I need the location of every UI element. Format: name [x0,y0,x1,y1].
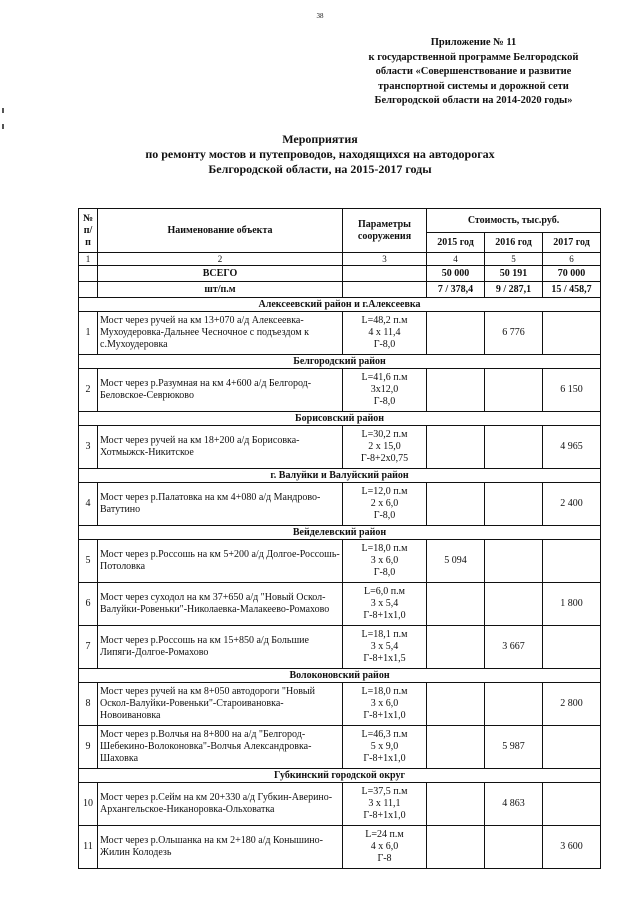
region-name: Волоконовский район [79,669,601,683]
row-number: 3 [79,426,98,469]
appendix-line: области «Совершенствование и развитие [375,66,572,77]
units-2016: 9 / 287,1 [485,282,543,298]
total-2016: 50 191 [485,266,543,282]
header-index: 4 [427,253,485,266]
row-number: 1 [79,312,98,355]
param-line: 2 х 15,0 [368,441,401,452]
table-row [79,483,601,526]
object-params [343,683,427,726]
units-2017: 15 / 458,7 [543,282,601,298]
cost-2017: 2 800 [543,683,601,726]
row-number: 6 [79,583,98,626]
cost-2017: 4 965 [543,426,601,469]
total-2015: 50 000 [427,266,485,282]
appendix-line: к государственной программе Белгородской [368,51,579,63]
region-row [79,412,601,426]
object-params [343,626,427,669]
cost-2017 [543,783,601,826]
param-line: Г-8+2х0,75 [360,453,409,464]
param-line: L=18,0 п.м [361,543,408,554]
param-line: 5 х 9,0 [370,741,399,752]
cost-2017: 3 600 [543,826,601,869]
table-row [79,826,601,869]
param-line: 3 х 5,4 [370,598,399,609]
object-params [343,312,427,355]
table-row [79,312,601,355]
object-params [343,583,427,626]
param-line: L=37,5 п.м [361,786,408,797]
param-line: L=46,3 п.м [361,729,408,740]
param-line: Г-8,0 [373,510,396,521]
header-2017: 2017 год [543,233,601,253]
region-name: Белгородский район [79,355,601,369]
object-params [343,483,427,526]
param-line: Г-8+1х1,0 [363,810,406,821]
cost-2016 [485,426,543,469]
param-line: 3 х 6,0 [370,555,399,566]
object-name: Мост через ручей на км 18+200 а/д Борисовка-Хотмыжск-Никитское [98,426,343,469]
cost-2015 [427,369,485,412]
header-cost: Стоимость, тыс.руб. [427,209,601,233]
table-body [79,266,601,869]
margin-mark [2,108,4,113]
table-row [79,626,601,669]
param-line: Г-8 [377,853,392,864]
table-row [79,426,601,469]
param-line: 3 х 6,0 [370,698,399,709]
cost-2015 [427,483,485,526]
cost-2016 [485,540,543,583]
row-number: 7 [79,626,98,669]
row-number: 2 [79,369,98,412]
region-row [79,526,601,540]
object-name: Мост через ручей на км 8+050 автодороги "Новый Оскол-Валуйки-Ровеньки"-Староивановка-Новоивановка [98,683,343,726]
param-line: 4 х 6,0 [370,841,399,852]
cost-2016 [485,683,543,726]
total-label: ВСЕГО [98,266,343,282]
param-line: L=18,1 п.м [361,629,408,640]
table-row [79,369,601,412]
cost-2017: 6 150 [543,369,601,412]
param-line: L=24 п.м [365,829,404,840]
cost-2017 [543,726,601,769]
param-line: Г-8+1х1,0 [363,610,406,621]
param-line: Г-8+1х1,0 [363,710,406,721]
cost-2016 [485,483,543,526]
table-row [79,540,601,583]
appendix-line: Белгородской области на 2014-2020 годы» [374,95,573,106]
object-name: Мост через р.Россошь на км 15+850 а/д Большие Липяги-Долгое-Ромахово [98,626,343,669]
cost-2016: 3 667 [485,626,543,669]
title-line: по ремонту мостов и путепроводов, находящихся на автодорогах [145,147,495,161]
cost-2015 [427,626,485,669]
header-2015: 2015 год [427,233,485,253]
total-2017: 70 000 [543,266,601,282]
cost-2015 [427,783,485,826]
region-name: Алексеевский район и г.Алексеевка [79,298,601,312]
units-2015: 7 / 378,4 [427,282,485,298]
cost-2017 [543,312,601,355]
object-name: Мост через р.Палатовка на км 4+080 а/д Мандрово-Ватутино [98,483,343,526]
cost-2016: 5 987 [485,726,543,769]
margin-mark [2,124,4,129]
header-index: 2 [98,253,343,266]
table-row [79,683,601,726]
table-row [79,783,601,826]
param-line: 3 х 5,4 [370,641,399,652]
row-number: 8 [79,683,98,726]
cost-2016 [485,583,543,626]
param-line: Г-8+1х1,5 [363,653,406,664]
row-number: 5 [79,540,98,583]
region-row [79,298,601,312]
cost-2016 [485,369,543,412]
row-number: 11 [79,826,98,869]
object-params [343,540,427,583]
cost-2017 [543,540,601,583]
param-line: L=6,0 п.м [364,586,405,597]
object-name: Мост через р.Волчья на 8+800 на а/д "Белгород-Шебекино-Волоконовка"-Волчья Александровка-Шаховка [98,726,343,769]
header-index: 3 [343,253,427,266]
cost-2017: 2 400 [543,483,601,526]
bridges-table [78,208,601,869]
region-row [79,769,601,783]
row-number: 9 [79,726,98,769]
object-name: Мост через ручей на км 13+070 а/д Алексеевка-Мухоудеровка-Дальнее Чесночное с подъездом к с.Мухоудеровка [98,312,343,355]
appendix-heading [346,36,601,109]
cost-2016 [485,826,543,869]
header-params: Параметры сооружения [343,209,427,253]
region-row [79,469,601,483]
param-line: Г-8,0 [373,396,396,407]
region-row [79,669,601,683]
header-index: 1 [79,253,98,266]
param-line: L=12,0 п.м [361,486,408,497]
object-name: Мост через р.Россошь на км 5+200 а/д Долгое-Россошь-Потоловка [98,540,343,583]
row-number: 4 [79,483,98,526]
param-line: 4 х 11,4 [368,327,401,338]
object-params [343,426,427,469]
param-line: Г-8,0 [373,567,396,578]
title-line: Белгородской области, на 2015-2017 годы [208,162,432,176]
object-name: Мост через суходол на км 37+650 а/д "Новый Оскол-Валуйки-Ровеньки"-Николаевка-Малакеево-Ромахово [98,583,343,626]
region-row [79,355,601,369]
cost-2015: 5 094 [427,540,485,583]
object-name: Мост через р.Разумная на км 4+600 а/д Белгород-Беловское-Севрюково [98,369,343,412]
param-line: L=18,0 п.м [361,686,408,697]
cost-2016: 4 863 [485,783,543,826]
object-name: Мост через р.Сейм на км 20+330 а/д Губкин-Аверино-Архангельское-Никаноровка-Ольховатка [98,783,343,826]
region-name: Вейделевский район [79,526,601,540]
header-2016: 2016 год [485,233,543,253]
param-line: L=48,2 п.м [361,315,408,326]
region-name: Губкинский городской округ [79,769,601,783]
param-line: 2 х 6,0 [370,498,399,509]
cost-2016: 6 776 [485,312,543,355]
header-index: 6 [543,253,601,266]
units-label: шт/п.м [98,282,343,298]
param-line: Г-8+1х1,0 [363,753,406,764]
region-name: Борисовский район [79,412,601,426]
cost-2015 [427,312,485,355]
object-params [343,826,427,869]
object-name: Мост через р.Ольшанка на км 2+180 а/д Конышино-Жилин Колодезь [98,826,343,869]
total-row [79,266,601,282]
param-line: 3 х 11,1 [368,798,401,809]
cost-2015 [427,826,485,869]
page-number: 38 [316,12,324,20]
cost-2015 [427,426,485,469]
title-line: Мероприятия [282,132,358,146]
cost-2017 [543,626,601,669]
table-row [79,583,601,626]
object-params [343,726,427,769]
object-params [343,783,427,826]
document-title [0,132,640,177]
region-name: г. Валуйки и Валуйский район [79,469,601,483]
header-name: Наименование объекта [98,209,343,253]
param-line: Г-8,0 [373,339,396,350]
cost-2015 [427,583,485,626]
object-params [343,369,427,412]
cost-2015 [427,726,485,769]
appendix-line: Приложение № 11 [430,37,517,48]
appendix-line: транспортной системы и дорожной сети [378,80,569,92]
header-index: 5 [485,253,543,266]
units-row [79,282,601,298]
cost-2015 [427,683,485,726]
param-line: L=30,2 п.м [361,429,408,440]
header-num: № п/п [79,209,98,253]
param-line: 3х12,0 [370,384,399,395]
row-number: 10 [79,783,98,826]
table-header [79,209,601,266]
cost-2017: 1 800 [543,583,601,626]
param-line: L=41,6 п.м [361,372,408,383]
table-row [79,726,601,769]
